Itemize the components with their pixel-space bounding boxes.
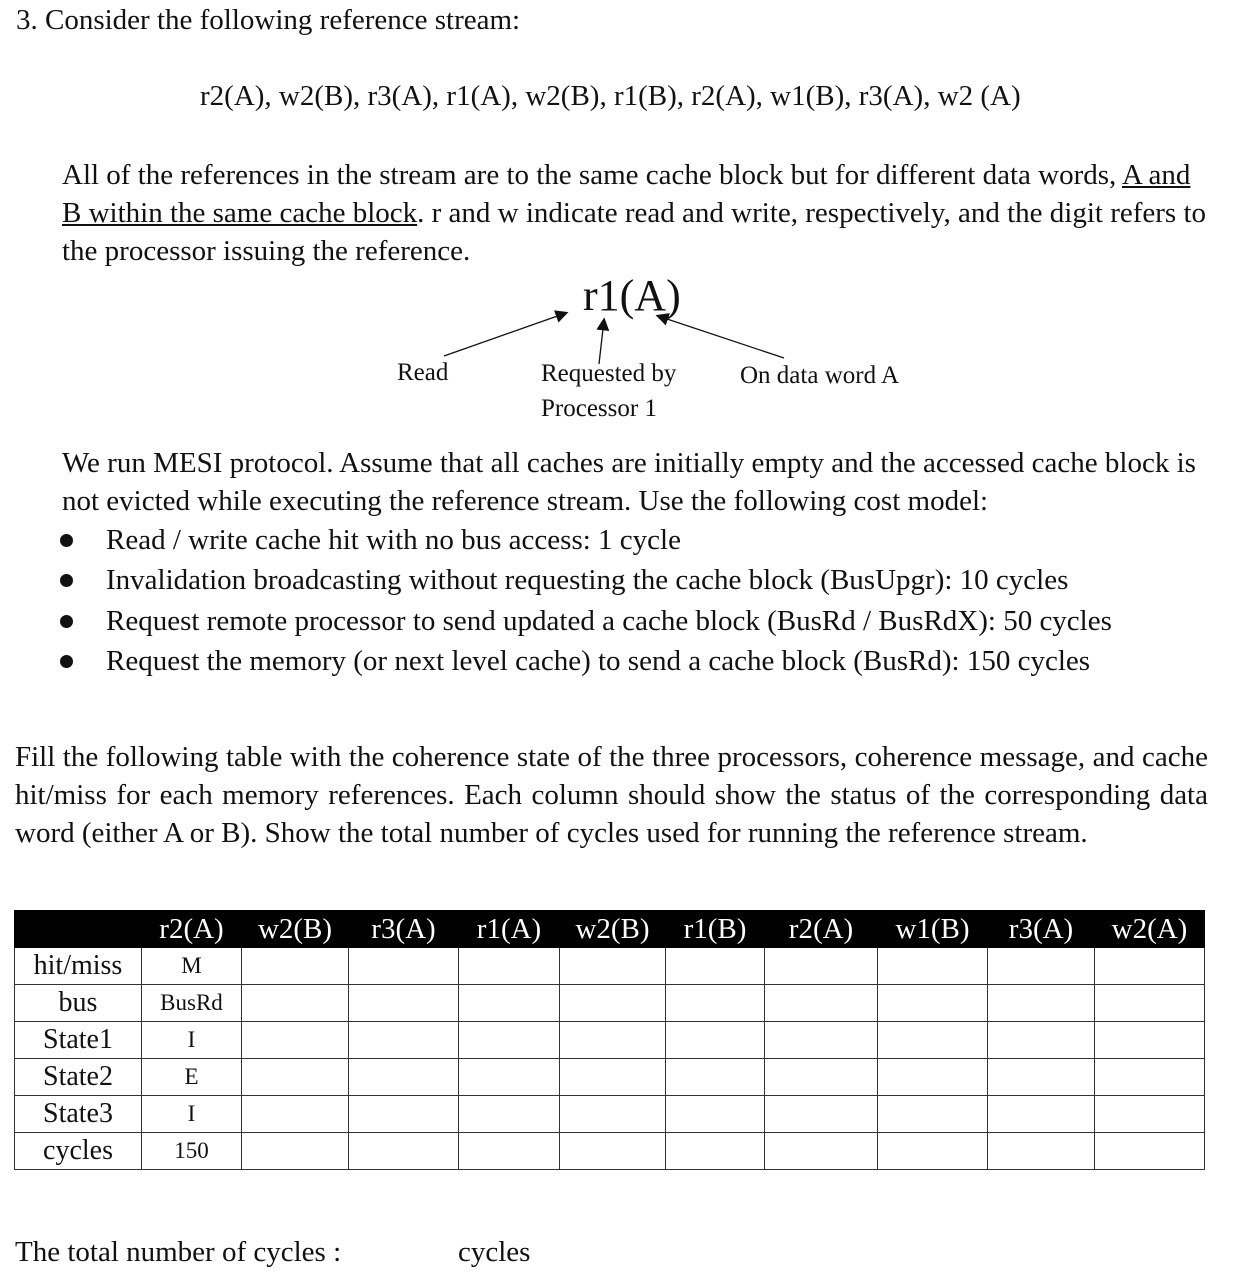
row-label: State2: [15, 1059, 142, 1096]
table-cell[interactable]: [560, 1022, 666, 1059]
table-cell[interactable]: [666, 948, 765, 985]
table-cell[interactable]: [560, 1133, 666, 1170]
table-cell[interactable]: [878, 1022, 988, 1059]
instructions-paragraph: Fill the following table with the coherence state of the three processors, coherence message, and cache hit/miss for each memory references. Each column should show the status of the corresponding data word (either A or B). Show the total number of cycles used for running the reference stream.: [15, 741, 1208, 849]
table-cell[interactable]: [560, 1059, 666, 1096]
table-cell[interactable]: [349, 1059, 459, 1096]
label-processor: Processor 1: [541, 395, 657, 422]
table-cell[interactable]: [459, 1133, 560, 1170]
table-cell[interactable]: [459, 1096, 560, 1133]
table-header-row: [15, 911, 1205, 948]
table-cell[interactable]: [242, 1096, 349, 1133]
table-cell[interactable]: [878, 948, 988, 985]
table-cell[interactable]: [878, 1059, 988, 1096]
header-cell: w2(B): [560, 911, 666, 948]
table-cell[interactable]: [349, 1133, 459, 1170]
table-cell[interactable]: [1095, 1059, 1205, 1096]
example-reference: r1(A): [583, 271, 681, 320]
header-cell: w2(B): [242, 911, 349, 948]
table-cell[interactable]: I: [142, 1096, 242, 1133]
table-cell[interactable]: [242, 1059, 349, 1096]
table-cell[interactable]: E: [142, 1059, 242, 1096]
question-title: 3. Consider the following reference stream:: [16, 4, 521, 36]
description-end: . r and w indicate read and write, respectively, and the digit refers to the processor issuing the reference.: [62, 197, 1207, 267]
label-read: Read: [397, 359, 449, 386]
cost-item: Request remote processor to send updated a cache block (BusRd / BusRdX): 50 cycles: [55, 601, 1112, 642]
table-cell[interactable]: [459, 1059, 560, 1096]
table-cell[interactable]: [349, 1096, 459, 1133]
arrow-dataword: [658, 316, 784, 358]
table-cell[interactable]: [765, 1133, 878, 1170]
cost-item: Invalidation broadcasting without requesting the cache block (BusUpgr): 10 cycles: [55, 561, 1112, 602]
table-cell[interactable]: [988, 948, 1095, 985]
table-cell[interactable]: [242, 1022, 349, 1059]
header-cell: w1(B): [878, 911, 988, 948]
bullet-icon: [60, 574, 73, 587]
header-cell: r1(B): [666, 911, 765, 948]
coherence-table: [14, 910, 1205, 1170]
label-data-word: On data word A: [740, 362, 899, 389]
table-cell[interactable]: [459, 985, 560, 1022]
table-cell[interactable]: [349, 985, 459, 1022]
protocol-paragraph: We run MESI protocol. Assume that all caches are initially empty and the accessed cache block is not evicted while executing the reference stream. Use the following cost model:: [62, 447, 1196, 517]
total-cycles-label: The total number of cycles :: [15, 1236, 342, 1268]
header-cell: r3(A): [988, 911, 1095, 948]
header-cell: w2(A): [1095, 911, 1205, 948]
table-cell[interactable]: [666, 1096, 765, 1133]
table-cell[interactable]: [765, 948, 878, 985]
table-cell[interactable]: [1095, 948, 1205, 985]
description-start: All of the references in the stream are to the same cache block but for different data words,: [62, 159, 1122, 191]
table-cell[interactable]: [1095, 1096, 1205, 1133]
table-cell[interactable]: [988, 1096, 1095, 1133]
table-cell[interactable]: I: [142, 1022, 242, 1059]
table-cell[interactable]: [765, 1022, 878, 1059]
table-cell[interactable]: [349, 1022, 459, 1059]
row-label: State3: [15, 1096, 142, 1133]
table-cell[interactable]: [988, 1133, 1095, 1170]
header-corner: [15, 911, 142, 948]
table-cell[interactable]: [242, 1133, 349, 1170]
table-row: [15, 1059, 1205, 1096]
header-cell: r2(A): [765, 911, 878, 948]
row-label: bus: [15, 985, 142, 1022]
cost-item: Request the memory (or next level cache) to send a cache block (BusRd): 150 cycles: [55, 642, 1112, 683]
reference-stream: r2(A), w2(B), r3(A), r1(A), w2(B), r1(B), r2(A), w1(B), r3(A), w2 (A): [200, 80, 1021, 112]
table-cell[interactable]: [349, 948, 459, 985]
table-row: [15, 1096, 1205, 1133]
table-cell[interactable]: M: [142, 948, 242, 985]
table-cell[interactable]: [988, 985, 1095, 1022]
label-requested-by: Requested by: [541, 360, 677, 387]
header-cell: r1(A): [459, 911, 560, 948]
table-cell[interactable]: [988, 1022, 1095, 1059]
table-cell[interactable]: [666, 985, 765, 1022]
arrow-read: [444, 313, 566, 356]
cost-model-list: [55, 520, 1112, 682]
bullet-icon: [60, 534, 73, 547]
table-cell[interactable]: [1095, 1133, 1205, 1170]
description-underlined: A and B within the same cache block: [62, 159, 1191, 229]
table-cell[interactable]: [560, 948, 666, 985]
table-cell[interactable]: 150: [142, 1133, 242, 1170]
row-label: State1: [15, 1022, 142, 1059]
table-cell[interactable]: [1095, 1022, 1205, 1059]
table-cell[interactable]: [765, 1059, 878, 1096]
table-row: [15, 948, 1205, 985]
cycles-unit: cycles: [458, 1236, 531, 1268]
table-cell[interactable]: [878, 1096, 988, 1133]
table-cell[interactable]: [459, 1022, 560, 1059]
table-cell[interactable]: [560, 985, 666, 1022]
bullet-icon: [60, 615, 73, 628]
table-cell[interactable]: BusRd: [142, 985, 242, 1022]
table-cell[interactable]: [666, 1133, 765, 1170]
table-cell[interactable]: [242, 985, 349, 1022]
table-cell[interactable]: [878, 1133, 988, 1170]
table-cell[interactable]: [765, 1096, 878, 1133]
header-cell: r3(A): [349, 911, 459, 948]
bullet-icon: [60, 655, 73, 668]
table-cell[interactable]: [1095, 985, 1205, 1022]
table-row: [15, 1022, 1205, 1059]
cost-item: Read / write cache hit with no bus access: 1 cycle: [55, 520, 1112, 561]
table-cell[interactable]: [560, 1096, 666, 1133]
table-row: [15, 985, 1205, 1022]
table-cell[interactable]: [666, 1059, 765, 1096]
table-cell[interactable]: [765, 985, 878, 1022]
row-label: hit/miss: [15, 948, 142, 985]
table-cell[interactable]: [242, 948, 349, 985]
row-label: cycles: [15, 1133, 142, 1170]
table-cell[interactable]: [459, 948, 560, 985]
table-cell[interactable]: [988, 1059, 1095, 1096]
table-cell[interactable]: [666, 1022, 765, 1059]
header-cell: r2(A): [142, 911, 242, 948]
table-row: [15, 1133, 1205, 1170]
table-cell[interactable]: [878, 985, 988, 1022]
